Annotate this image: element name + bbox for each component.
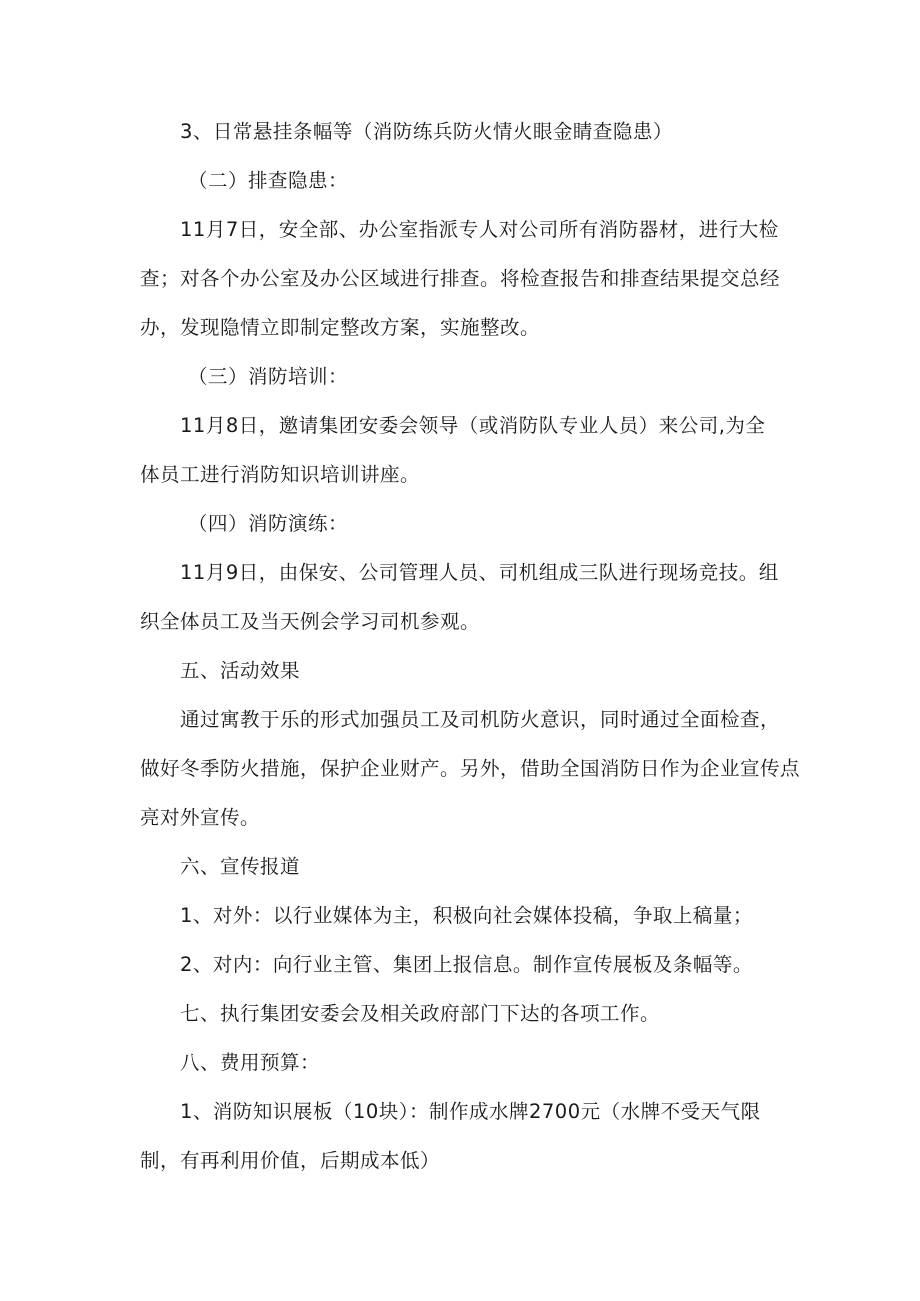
section-heading-publicity: 六、宣传报道 [180, 855, 301, 878]
paragraph-line: 织全体员工及当天例会学习司机参观。 [140, 610, 481, 633]
list-item-external: 1、对外：以行业媒体为主，积极向社会媒体投稿，争取上稿量； [180, 904, 753, 927]
section-heading-activity-effect: 五、活动效果 [180, 659, 301, 682]
paragraph-line: 体员工进行消防知识培训讲座。 [140, 463, 421, 486]
paragraph-line: 11月9日，由保安、公司管理人员、司机组成三队进行现场竞技。组 [180, 561, 779, 584]
paragraph-line: 做好冬季防火措施，保护企业财产。另外，借助全国消防日作为企业宣传点 [140, 757, 801, 780]
section-heading-budget: 八、费用预算： [180, 1051, 321, 1074]
section-heading-fire-drill: （四）消防演练： [188, 512, 349, 535]
list-item-banners: 3、日常悬挂条幅等（消防练兵防火情火眼金睛查隐患） [180, 120, 673, 143]
list-item-display-boards: 1、消防知识展板（10块）：制作成水牌2700元（水牌不受天气限 [180, 1100, 761, 1123]
paragraph-line: 11月7日，安全部、办公室指派专人对公司所有消防器材，进行大检 [180, 218, 779, 241]
paragraph-line: 亮对外宣传。 [140, 806, 261, 829]
list-item-internal: 2、对内：向行业主管、集团上报信息。制作宣传展板及条幅等。 [180, 953, 753, 976]
paragraph-line: 办，发现隐情立即制定整改方案，实施整改。 [140, 316, 541, 339]
paragraph-line: 制，有再利用价值，后期成本低） [140, 1149, 441, 1172]
section-heading-hazard-check: （二）排查隐患： [188, 169, 349, 192]
paragraph-line: 11月8日，邀请集团安委会领导（或消防队专业人员）来公司,为全 [180, 414, 766, 437]
paragraph-line: 通过寓教于乐的形式加强员工及司机防火意识，同时通过全面检查， [180, 708, 781, 731]
section-heading-execution: 七、执行集团安委会及相关政府部门下达的各项工作。 [180, 1002, 661, 1025]
paragraph-line: 查；对各个办公室及办公区域进行排查。将检查报告和排查结果提交总经 [140, 267, 781, 290]
section-heading-fire-training: （三）消防培训： [188, 365, 349, 388]
